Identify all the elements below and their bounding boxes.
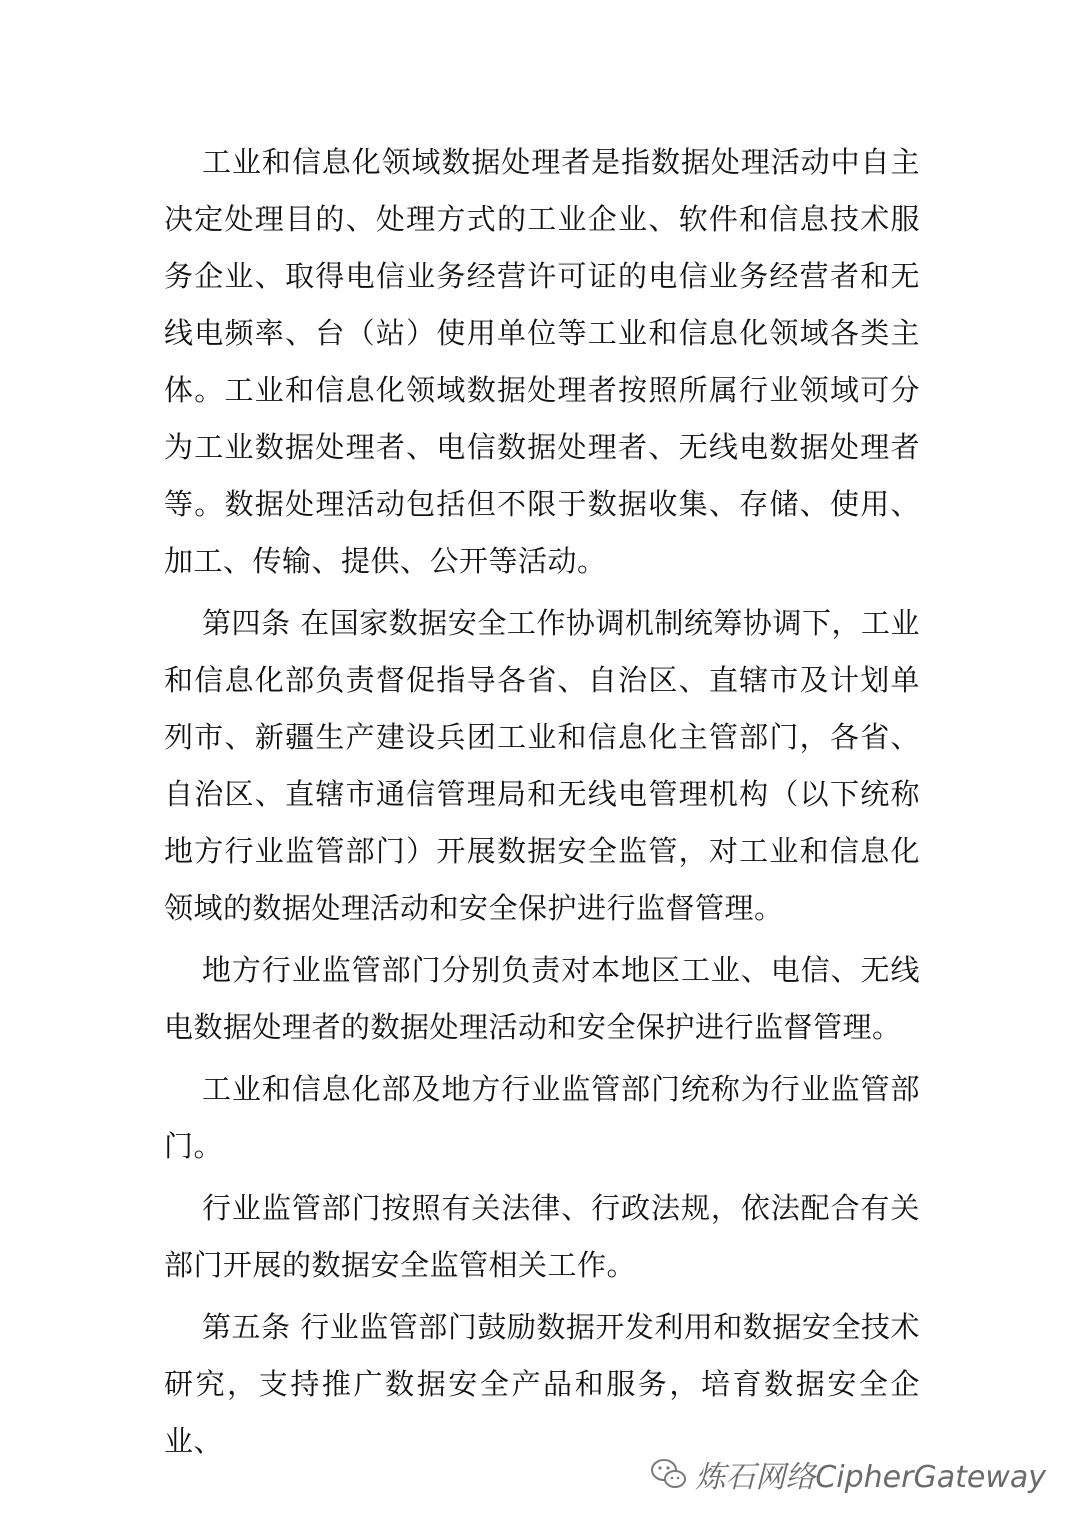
paragraph-6: 第五条 行业监管部门鼓励数据开发利用和数据安全技术研究，支持推广数据安全产品和服务，培育数据安全企业、	[164, 1310, 920, 1458]
watermark-text: 炼石网络CipherGateway	[695, 1460, 1046, 1495]
paragraph-3: 地方行业监管部门分别负责对本地区工业、电信、无线电数据处理者的数据处理活动和安全保护进行监督管理。	[164, 953, 920, 1044]
watermark	[649, 1452, 1046, 1496]
paragraph-4: 工业和信息化部及地方行业监管部门统称为行业监管部门。	[164, 1072, 920, 1163]
document-body	[164, 134, 920, 1475]
paragraph-2: 第四条 在国家数据安全工作协调机制统筹协调下，工业和信息化部负责督促指导各省、自治区、直辖市及计划单列市、新疆生产建设兵团工业和信息化主管部门，各省、自治区、直辖市通信管理局和无线电管理机构（以下统称地方行业监管部门）开展数据安全监管，对工业和信息化领域的数据处理活动和安全保护进行监督管理。	[164, 606, 920, 925]
paragraph-1: 工业和信息化领域数据处理者是指数据处理活动中自主决定处理目的、处理方式的工业企业、软件和信息技术服务企业、取得电信业务经营许可证的电信业务经营者和无线电频率、台（站）使用单位等工业和信息化领域各类主体。工业和信息化领域数据处理者按照所属行业领域可分为工业数据处理者、电信数据处理者、无线电数据处理者等。数据处理活动包括但不限于数据收集、存储、使用、加工、传输、提供、公开等活动。	[164, 145, 920, 578]
paragraph-5: 行业监管部门按照有关法律、行政法规，依法配合有关部门开展的数据安全监管相关工作。	[164, 1191, 920, 1282]
wechat-icon	[649, 1457, 689, 1491]
